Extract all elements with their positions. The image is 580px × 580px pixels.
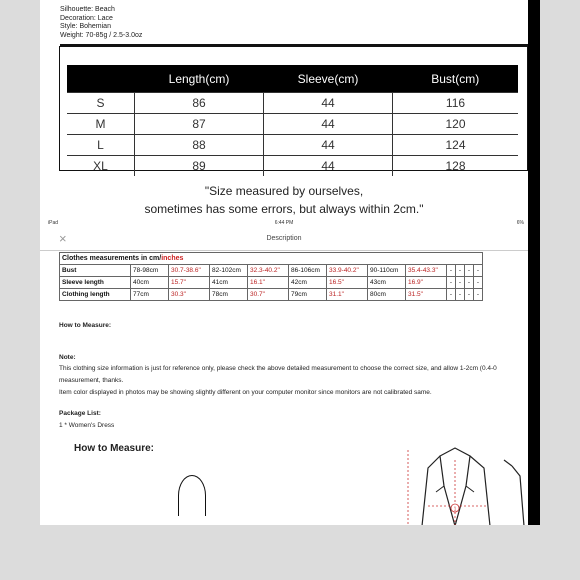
cm-cell: 82-102cm bbox=[210, 265, 248, 277]
diagram-marker: 1 bbox=[453, 506, 457, 513]
empty-cell: - bbox=[474, 277, 483, 289]
package-label: Package List: bbox=[59, 410, 101, 417]
package-item: 1 * Women's Dress bbox=[59, 422, 115, 429]
table-row bbox=[67, 135, 518, 156]
sleeve-header: Sleeve(cm) bbox=[264, 65, 393, 93]
description-panel bbox=[40, 218, 528, 525]
size-cell: M bbox=[67, 114, 135, 135]
measurement-table bbox=[59, 252, 483, 301]
cm-cell: 43cm bbox=[368, 277, 406, 289]
inch-cell: 33.9-40.2" bbox=[327, 265, 368, 277]
bust-cell: 116 bbox=[393, 93, 519, 114]
inch-cell: 15.7" bbox=[169, 277, 210, 289]
table-title-row bbox=[60, 253, 483, 265]
table-row bbox=[67, 93, 518, 114]
sleeve-cell: 44 bbox=[264, 114, 393, 135]
empty-cell: - bbox=[465, 277, 474, 289]
table-row bbox=[60, 265, 483, 277]
how-to-measure-label: How to Measure: bbox=[59, 322, 112, 329]
size-table bbox=[67, 65, 518, 176]
row-label: Bust bbox=[60, 265, 131, 277]
device-label: iPad bbox=[48, 220, 59, 226]
note-text: Item color displayed in photos may be showing slightly different on your computer monitor since monitors are not calibrated same. bbox=[59, 389, 432, 396]
inch-cell: 32.3-40.2" bbox=[248, 265, 289, 277]
page-title: Description bbox=[266, 235, 302, 242]
cm-cell: 80cm bbox=[368, 289, 406, 301]
cm-cell: 40cm bbox=[131, 277, 169, 289]
note-text: This clothing size information is just for reference only, please check the above detailed measurement to choose the correct size, and allow 1-2cm (0.4-0 bbox=[59, 365, 497, 372]
inch-cell: 16.5" bbox=[327, 277, 368, 289]
close-icon[interactable]: × bbox=[59, 231, 67, 246]
empty-cell: - bbox=[465, 289, 474, 301]
bust-cell: 124 bbox=[393, 135, 519, 156]
row-label: Sleeve length bbox=[60, 277, 131, 289]
inch-cell: 31.1" bbox=[327, 289, 368, 301]
empty-cell: - bbox=[456, 289, 465, 301]
sleeve-cell: 44 bbox=[264, 93, 393, 114]
spec-line: Silhouette: Beach bbox=[60, 6, 115, 13]
cm-cell: 78cm bbox=[210, 289, 248, 301]
table-row bbox=[60, 289, 483, 301]
note-text: measurement, thanks. bbox=[59, 377, 124, 384]
empty-cell: - bbox=[447, 265, 456, 277]
spec-line: Weight: 70-85g / 2.5-3.0oz bbox=[60, 31, 143, 39]
cm-cell: 42cm bbox=[289, 277, 327, 289]
empty-cell: - bbox=[456, 277, 465, 289]
length-cell: 87 bbox=[135, 114, 264, 135]
note-label: Note: bbox=[59, 354, 76, 361]
length-cell: 89 bbox=[135, 156, 264, 177]
empty-cell: - bbox=[474, 289, 483, 301]
cm-cell: 79cm bbox=[289, 289, 327, 301]
table-title: Clothes measurements in cm/ bbox=[62, 255, 162, 262]
measure-note: sometimes has some errors, but always within 2cm." bbox=[144, 202, 424, 216]
empty-cell: - bbox=[465, 265, 474, 277]
size-cell: S bbox=[67, 93, 135, 114]
size-chart-panel bbox=[40, 0, 528, 218]
right-margin bbox=[540, 0, 580, 580]
bust-cell: 128 bbox=[393, 156, 519, 177]
cm-cell: 77cm bbox=[131, 289, 169, 301]
bottom-margin bbox=[40, 525, 540, 580]
empty-cell: - bbox=[447, 277, 456, 289]
spec-line: Decoration: Lace bbox=[60, 14, 113, 22]
clock: 6:44 PM bbox=[274, 220, 294, 226]
inch-cell: 30.7-38.6" bbox=[169, 265, 210, 277]
battery-indicator: 6% bbox=[516, 220, 524, 226]
left-margin bbox=[0, 0, 40, 580]
inch-cell: 16.1" bbox=[248, 277, 289, 289]
table-row bbox=[67, 114, 518, 135]
inch-cell: 30.3" bbox=[169, 289, 210, 301]
measure-note: "Size measured by ourselves, bbox=[204, 184, 364, 198]
cm-cell: 41cm bbox=[210, 277, 248, 289]
bust-header: Bust(cm) bbox=[393, 65, 519, 93]
how-to-measure-heading: How to Measure: bbox=[74, 443, 155, 454]
sleeve-cell: 44 bbox=[264, 135, 393, 156]
size-cell: L bbox=[67, 135, 135, 156]
cm-cell: 86-106cm bbox=[289, 265, 327, 277]
cm-cell: 90-110cm bbox=[368, 265, 406, 277]
inch-cell: 31.5" bbox=[406, 289, 447, 301]
cm-cell: 78-98cm bbox=[131, 265, 169, 277]
nav-bar bbox=[40, 228, 528, 251]
status-bar bbox=[40, 218, 528, 228]
inch-cell: 16.9" bbox=[406, 277, 447, 289]
size-header bbox=[67, 65, 135, 93]
spec-line: Style: Bohemian bbox=[60, 23, 111, 30]
table-row bbox=[67, 156, 518, 177]
inch-cell: 35.4-43.3" bbox=[406, 265, 447, 277]
size-cell: XL bbox=[67, 156, 135, 177]
product-specs bbox=[60, 6, 142, 40]
length-cell: 88 bbox=[135, 135, 264, 156]
empty-cell: - bbox=[474, 265, 483, 277]
bust-cell: 120 bbox=[393, 114, 519, 135]
head-diagram-icon bbox=[178, 475, 206, 516]
table-row bbox=[60, 277, 483, 289]
jacket-diagram-icon bbox=[400, 446, 528, 525]
table-title-unit: inches bbox=[161, 255, 184, 262]
row-label: Clothing length bbox=[60, 289, 131, 301]
sleeve-cell: 44 bbox=[264, 156, 393, 177]
length-header: Length(cm) bbox=[135, 65, 264, 93]
empty-cell: - bbox=[456, 265, 465, 277]
inch-cell: 30.7" bbox=[248, 289, 289, 301]
length-cell: 86 bbox=[135, 93, 264, 114]
empty-cell: - bbox=[447, 289, 456, 301]
